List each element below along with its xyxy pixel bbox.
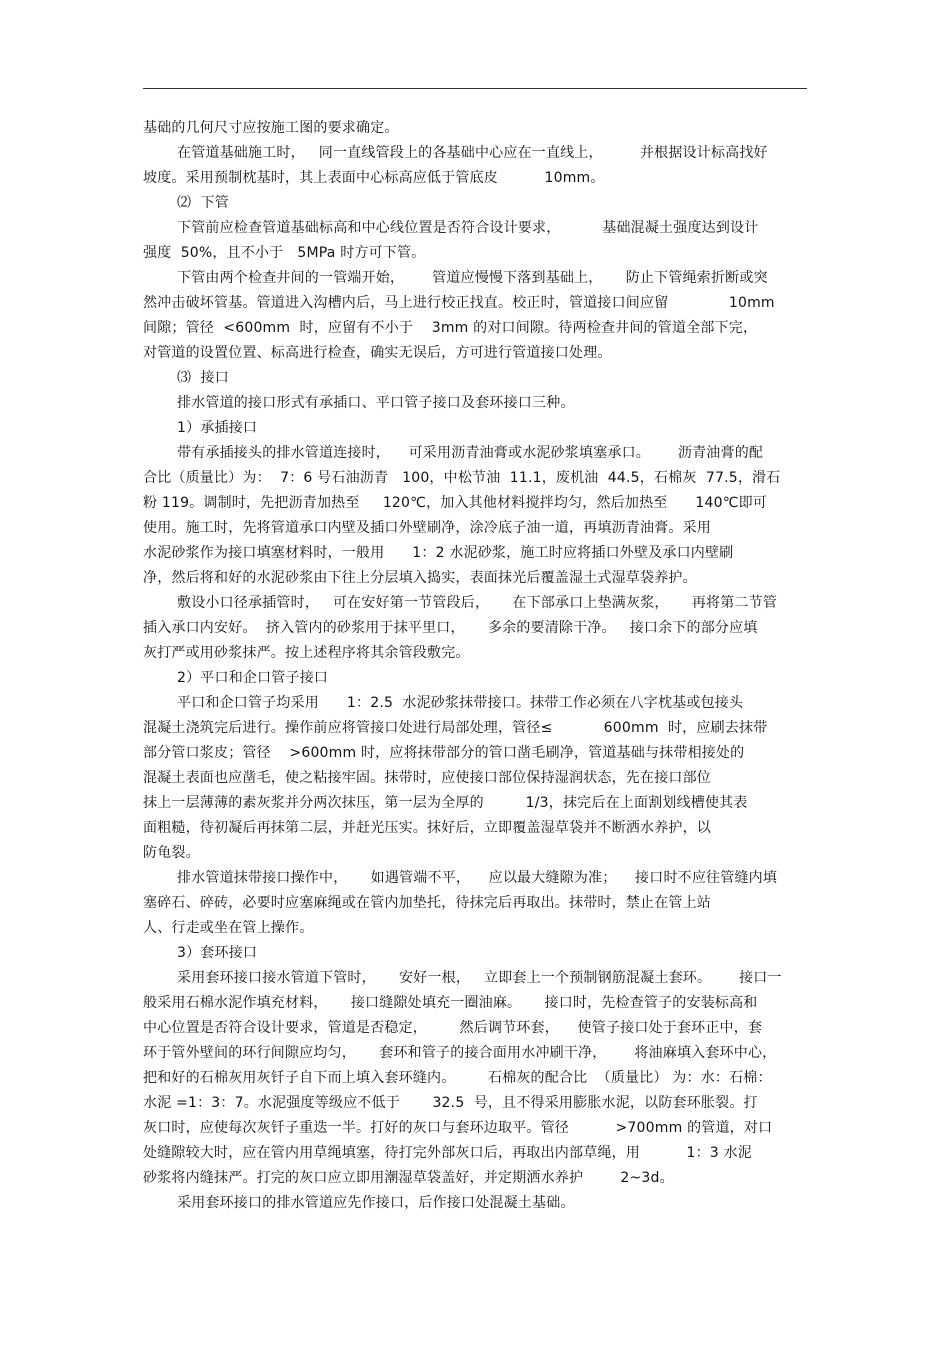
text-line: 插入承口内安好。 挤入管内的砂浆用于抹平里口， 多余的要清除干净。 接口余下的部分应填: [143, 620, 758, 636]
text-line: 混凝土表面也应凿毛，使之粘接牢固。抹带时，应使接口部位保持湿润状态，先在接口部位: [143, 770, 711, 786]
text-line: 塞碎石、碎砖，必要时应塞麻绳或在管内加垫托，待抹完后再取出。抹带时，禁止在管上站: [143, 895, 711, 911]
text-line: 抹上一层薄薄的素灰浆并分两次抹压，第一层为全厚的 1/3，抹完后在上面割划线槽使其表: [143, 795, 748, 811]
text-line: 下管由两个检查井间的一管端开始， 管道应慢慢下落到基础上， 防止下管绳索折断或突: [177, 270, 768, 286]
text-line: 使用。施工时，先将管道承口内壁及插口外壁刷净，涂冷底子油一道，再填沥青油膏。采用: [143, 520, 711, 536]
text-line: 灰打严或用砂浆抹严。按上述程序将其余管段敷完。: [143, 645, 470, 661]
text-line: 间隙；管径 <600mm 时，应留有不小于 3mm 的对口间隙。待两检查井间的管道全部下完，: [143, 320, 758, 336]
subsection-heading: 3）套环接口: [177, 945, 258, 961]
text-line: 般采用石棉水泥作填充材料， 接口缝隙处填充一圈油麻。 接口时，先检查管子的安装标高和: [143, 995, 758, 1011]
text-line: 对管道的设置位置、标高进行检查，确实无误后，方可进行管道接口处理。: [143, 345, 612, 361]
text-line: 灰口时，应使每次灰钎子重迭一半。打好的灰口与套环边取平。管径 >700mm 的管道，对口: [143, 1120, 773, 1136]
subsection-heading: 1）承插接口: [177, 420, 258, 436]
text-line: 采用套环接口接水管道下管时， 安好一根， 立即套上一个预制钢筋混凝土套环。 接口一: [177, 970, 782, 986]
text-line: 带有承插接头的排水管道连接时， 可采用沥青油膏或水泥砂浆填塞承口。 沥青油膏的配: [177, 445, 764, 461]
text-line: 敷设小口径承插管时， 可在安好第一节管段后， 在下部承口上垫满灰浆， 再将第二节管: [177, 595, 778, 611]
text-line: 砂浆将内缝抹严。打完的灰口应立即用潮湿草袋盖好，并定期洒水养护 2~3d。: [143, 1170, 674, 1186]
text-line: 粉 119。调制时，先把沥青加热至 120℃，加入其他材料搅拌均匀，然后加热至 140℃即可: [143, 495, 768, 511]
text-line: 合比（质量比）为： 7：6 号石油沥青 100，中松节油 11.1，废机油 44.5，石棉灰 77.5，滑石: [143, 470, 781, 486]
text-line: 中心位置是否符合设计要求，管道是否稳定， 然后调节环套， 使管子接口处于套环正中，套: [143, 1020, 763, 1036]
text-line: 混凝土浇筑完后进行。操作前应将管接口处进行局部处理，管径≤ 600mm 时，应刷去抹带: [143, 720, 768, 736]
text-line: 平口和企口管子均采用 1：2.5 水泥砂浆抹带接口。抹带工作必须在八字枕基或包接头: [177, 695, 744, 711]
text-line: 排水管道抹带接口操作中， 如遇管端不平， 应以最大缝隙为准； 接口时不应往管缝内填: [177, 870, 778, 886]
text-line: 防龟裂。: [143, 845, 200, 861]
text-line: 水泥砂浆作为接口填塞材料时，一般用 1：2 水泥砂浆，施工时应将插口外壁及承口内壁刷: [143, 545, 734, 561]
text-line: 下管前应检查管道基础标高和中心线位置是否符合设计要求， 基础混凝土强度达到设计: [177, 220, 759, 236]
text-line: 水泥 =1：3：7。水泥强度等级应不低于 32.5 号，且不得采用膨胀水泥，以防套环胀裂。打: [143, 1095, 758, 1111]
subsection-heading: 2）平口和企口管子接口: [177, 670, 329, 686]
text-line: 处缝隙较大时，应在管内用草绳填塞，待打完外部灰口后，再取出内部草绳，用 1：3 水泥: [143, 1145, 752, 1161]
text-line: 部分管口浆皮；管径 >600mm 时，应将抹带部分的管口凿毛刷净，管道基础与抹带相接处的: [143, 745, 745, 761]
text-line: 面粗糙，待初凝后再抹第二层，并赶光压实。抹好后，立即覆盖湿草袋并不断洒水养护，以: [143, 820, 711, 836]
text-line: 在管道基础施工时， 同一直线管段上的各基础中心应在一直线上， 并根据设计标高找好: [177, 145, 768, 161]
text-line: 坡度。采用预制枕基时，其上表面中心标高应低于管底皮 10mm。: [143, 170, 605, 186]
text-line: 然冲击破坏管基。管道进入沟槽内后，马上进行校正找直。校正时，管道接口间应留 10mm: [143, 295, 775, 311]
text-line: 环于管外壁间的环行间隙应均匀， 套环和管子的接合面用水冲刷干净， 将油麻填入套环中心，: [143, 1045, 777, 1061]
text-line: 基础的几何尺寸应按施工图的要求确定。: [143, 120, 399, 136]
section-heading: ⑵ 下管: [177, 195, 229, 211]
text-line: 把和好的石棉灰用灰钎子自下而上填入套环缝内。 石棉灰的配合比 （质量比） 为：水：石棉：: [143, 1070, 772, 1086]
section-heading: ⑶ 接口: [177, 370, 229, 386]
text-line: 人、行走或坐在管上操作。: [143, 920, 314, 936]
header-rule: [143, 88, 807, 89]
text-line: 强度 50%，且不小于 5MPa 时方可下管。: [143, 245, 426, 261]
text-line: 采用套环接口的排水管道应先作接口，后作接口处混凝土基础。: [177, 1195, 575, 1211]
text-line: 净，然后将和好的水泥砂浆由下往上分层填入捣实，表面抹光后覆盖湿土式湿草袋养护。: [143, 570, 697, 586]
text-line: 排水管道的接口形式有承插口、平口管子接口及套环接口三种。: [177, 395, 575, 411]
